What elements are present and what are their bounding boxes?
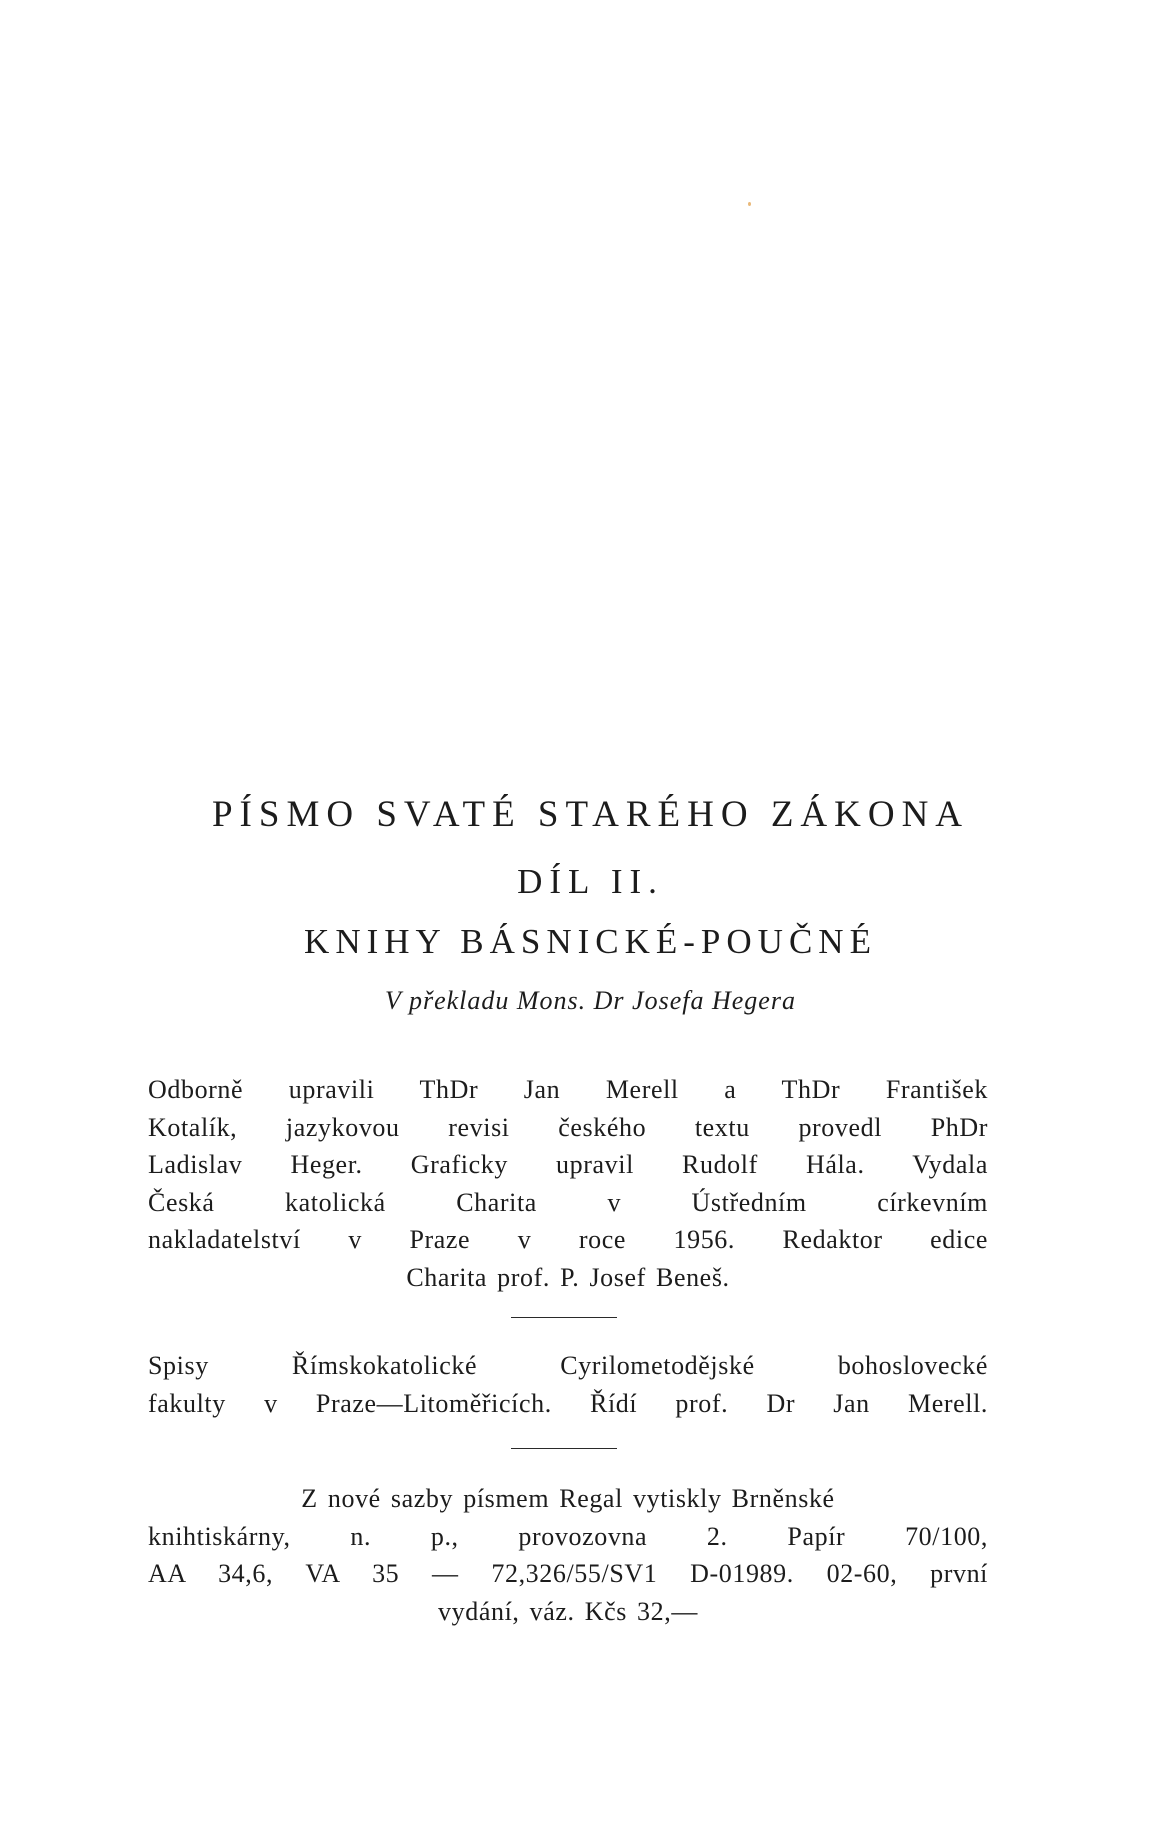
printing-line: vydání, váz. Kčs 32,— — [438, 1596, 698, 1626]
section-divider — [511, 1448, 617, 1449]
translation-credit: V překladu Mons. Dr Josefa Hegera — [385, 986, 796, 1015]
section-divider — [511, 1317, 617, 1318]
books-title: KNIHY BÁSNICKÉ-POUČNÉ — [304, 922, 877, 961]
credits-line: nakladatelství v Praze v roce 1956. Redaktor edice — [148, 1225, 988, 1254]
series-line: fakulty v Praze—Litoměřicích. Řídí prof. Dr Jan Merell. — [148, 1388, 988, 1418]
credits-line: Charita prof. P. Josef Beneš. — [406, 1262, 730, 1292]
main-title: PÍSMO SVATÉ STARÉHO ZÁKONA — [211, 794, 970, 835]
credits-line: Ladislav Heger. Graficky upravil Rudolf Hála. Vydala — [148, 1150, 988, 1179]
part-title: DÍL II. — [517, 862, 664, 901]
series-line: Spisy Římskokatolické Cyrilometodějské bohoslovecké — [148, 1351, 988, 1380]
series-paragraph — [148, 1347, 988, 1422]
printing-line: AA 34,6, VA 35 — 72,326/55/SV1 D-01989. 02-60, první — [148, 1559, 988, 1588]
paper-speck-mark — [748, 202, 751, 206]
credits-line: Odborně upravili ThDr Jan Merell a ThDr František — [148, 1075, 988, 1104]
printing-paragraph — [148, 1480, 988, 1630]
credits-paragraph — [148, 1071, 988, 1296]
printing-line: Z nové sazby písmem Regal vytiskly Brněnské — [301, 1484, 835, 1513]
credits-line: Česká katolická Charita v Ústředním církevním — [148, 1187, 988, 1217]
printing-line: knihtiskárny, n. p., provozovna 2. Papír 70/100, — [148, 1521, 988, 1551]
credits-line: Kotalík, jazykovou revisi českého textu provedl PhDr — [148, 1112, 988, 1142]
